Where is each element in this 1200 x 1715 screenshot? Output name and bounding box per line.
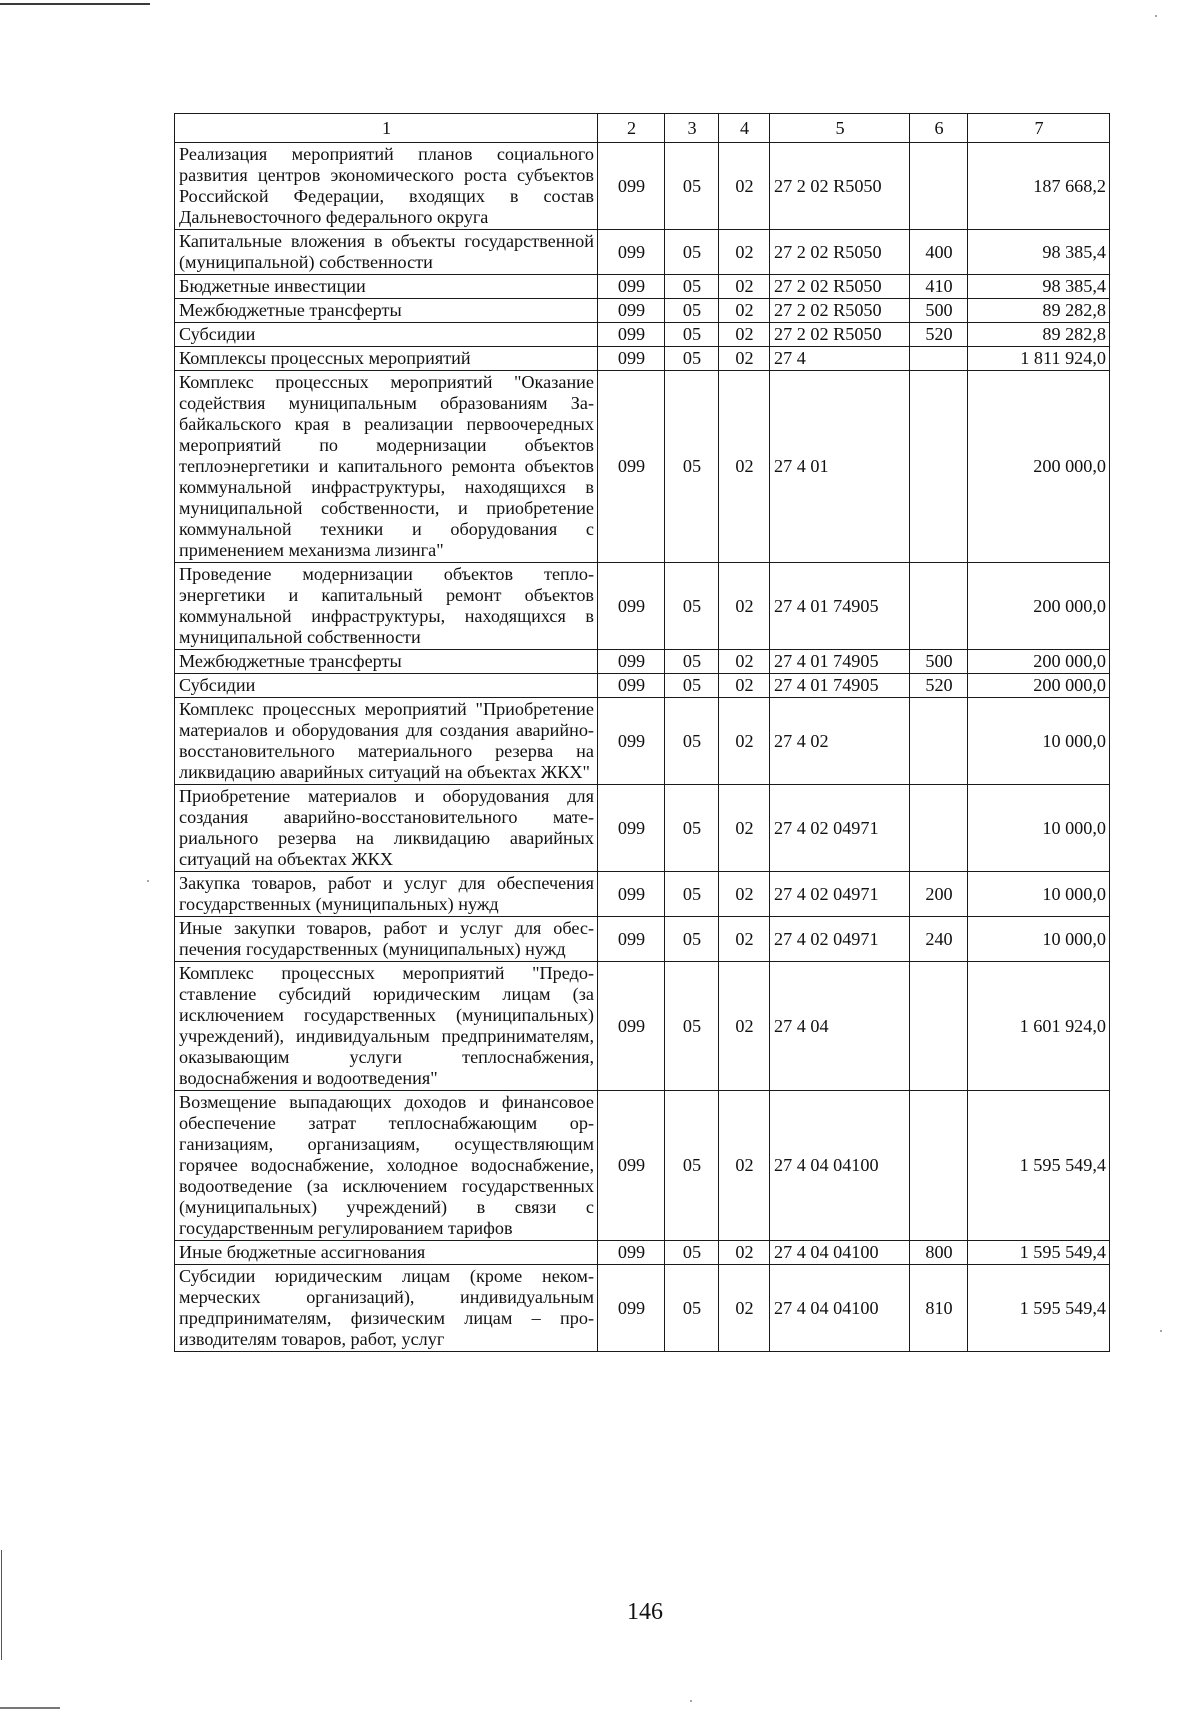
table-row [175,962,1110,1091]
admin-code-cell: 099 [598,1241,665,1265]
section-cell: 05 [665,962,719,1091]
expense-type-cell: 520 [910,323,968,347]
amount-cell: 200 000,0 [968,371,1110,563]
target-article-cell: 27 4 02 04971 [770,872,910,917]
item-name-cell: Комплекс процессных мероприятий "Оказание содействия муниципальным образованиям Забайкальского края в реализации первоочередных мероприятий по модернизации объектов теплоэнергетики и капитального ремонта объектов коммунальной инфраструктуры, находящихся в муниципальной собственности, и приобретение коммунальной техники и оборудования с применением механизма лизинга" [175,371,598,563]
header-cell-3: 3 [665,114,719,143]
header-cell-7: 7 [968,114,1110,143]
header-cell-6: 6 [910,114,968,143]
expense-type-cell: 520 [910,674,968,698]
section-cell: 05 [665,917,719,962]
item-name-cell: Комплексы процессных мероприятий [175,347,598,371]
expense-type-cell: 200 [910,872,968,917]
expense-type-cell: 800 [910,1241,968,1265]
item-name-cell: Приобретение материалов и оборудования для создания аварийно-восстановительного материального резерва на ликвидацию аварийных ситуаций на объектах ЖКХ [175,785,598,872]
target-article-cell: 27 4 01 74905 [770,650,910,674]
section-cell: 05 [665,872,719,917]
subsection-cell: 02 [719,674,770,698]
table-row [175,674,1110,698]
subsection-cell: 02 [719,371,770,563]
admin-code-cell: 099 [598,347,665,371]
section-cell: 05 [665,347,719,371]
item-name-cell: Проведение модернизации объектов теплоэнергетики и капитальный ремонт объектов коммунальной инфраструктуры, находящихся в муниципальной собственности [175,563,598,650]
expense-type-cell [910,1091,968,1241]
subsection-cell: 02 [719,650,770,674]
admin-code-cell: 099 [598,371,665,563]
item-name-cell: Закупка товаров, работ и услуг для обеспечения государственных (муниципальных) нужд [175,872,598,917]
admin-code-cell: 099 [598,563,665,650]
target-article-cell: 27 4 01 74905 [770,674,910,698]
admin-code-cell: 099 [598,230,665,275]
subsection-cell: 02 [719,785,770,872]
table-row [175,230,1110,275]
expense-type-cell [910,563,968,650]
header-cell-4: 4 [719,114,770,143]
amount-cell: 98 385,4 [968,275,1110,299]
budget-table [174,113,1110,1352]
section-cell: 05 [665,698,719,785]
item-name-cell: Иные закупки товаров, работ и услуг для обеспечения государственных (муниципальных) нужд [175,917,598,962]
amount-cell: 98 385,4 [968,230,1110,275]
section-cell: 05 [665,275,719,299]
subsection-cell: 02 [719,143,770,230]
table-row [175,299,1110,323]
expense-type-cell: 400 [910,230,968,275]
target-article-cell: 27 4 02 [770,698,910,785]
target-article-cell: 27 4 [770,347,910,371]
amount-cell: 200 000,0 [968,563,1110,650]
expense-type-cell: 810 [910,1265,968,1352]
target-article-cell: 27 4 02 04971 [770,917,910,962]
item-name-cell: Комплекс процессных мероприятий "Приобретение материалов и оборудования для создания аварийно-восстановительного материального резерва на ликвидацию аварийных ситуаций на объектах ЖКХ" [175,698,598,785]
admin-code-cell: 099 [598,323,665,347]
table-body [175,114,1110,1352]
table-row [175,650,1110,674]
amount-cell: 89 282,8 [968,323,1110,347]
header-cell-2: 2 [598,114,665,143]
header-row [175,114,1110,143]
expense-type-cell [910,962,968,1091]
item-name-cell: Бюджетные инвестиции [175,275,598,299]
table-row [175,1241,1110,1265]
expense-type-cell [910,143,968,230]
item-name-cell: Субсидии юридическим лицам (кроме некоммерческих организаций), индивидуальным предпринимателям, физическим лицам – производителям товаров, работ, услуг [175,1265,598,1352]
table-row [175,275,1110,299]
header-cell-1: 1 [175,114,598,143]
admin-code-cell: 099 [598,962,665,1091]
amount-cell: 1 601 924,0 [968,962,1110,1091]
amount-cell: 1 595 549,4 [968,1091,1110,1241]
amount-cell: 89 282,8 [968,299,1110,323]
target-article-cell: 27 2 02 R5050 [770,230,910,275]
amount-cell: 10 000,0 [968,872,1110,917]
expense-type-cell: 240 [910,917,968,962]
expense-type-cell [910,371,968,563]
subsection-cell: 02 [719,698,770,785]
admin-code-cell: 099 [598,674,665,698]
amount-cell: 10 000,0 [968,698,1110,785]
section-cell: 05 [665,1265,719,1352]
amount-cell: 200 000,0 [968,674,1110,698]
amount-cell: 1 595 549,4 [968,1265,1110,1352]
subsection-cell: 02 [719,275,770,299]
target-article-cell: 27 4 01 74905 [770,563,910,650]
table-row [175,872,1110,917]
target-article-cell: 27 4 04 [770,962,910,1091]
subsection-cell: 02 [719,1265,770,1352]
admin-code-cell: 099 [598,1091,665,1241]
subsection-cell: 02 [719,299,770,323]
subsection-cell: 02 [719,230,770,275]
subsection-cell: 02 [719,323,770,347]
target-article-cell: 27 2 02 R5050 [770,143,910,230]
admin-code-cell: 099 [598,698,665,785]
admin-code-cell: 099 [598,1265,665,1352]
admin-code-cell: 099 [598,275,665,299]
section-cell: 05 [665,323,719,347]
target-article-cell: 27 4 04 04100 [770,1265,910,1352]
target-article-cell: 27 2 02 R5050 [770,275,910,299]
item-name-cell: Иные бюджетные ассигнования [175,1241,598,1265]
admin-code-cell: 099 [598,785,665,872]
scan-speck [1160,1330,1162,1332]
table-row [175,698,1110,785]
expense-type-cell [910,347,968,371]
expense-type-cell: 410 [910,275,968,299]
table-row [175,785,1110,872]
scan-speck [147,880,149,882]
section-cell: 05 [665,563,719,650]
admin-code-cell: 099 [598,917,665,962]
expense-type-cell [910,785,968,872]
table-row [175,1265,1110,1352]
subsection-cell: 02 [719,917,770,962]
table-row [175,347,1110,371]
item-name-cell: Субсидии [175,323,598,347]
section-cell: 05 [665,1241,719,1265]
scan-edge-top [0,3,150,5]
item-name-cell: Субсидии [175,674,598,698]
section-cell: 05 [665,650,719,674]
target-article-cell: 27 4 04 04100 [770,1091,910,1241]
section-cell: 05 [665,785,719,872]
expense-type-cell [910,698,968,785]
section-cell: 05 [665,230,719,275]
subsection-cell: 02 [719,347,770,371]
table-row [175,143,1110,230]
table-row [175,563,1110,650]
amount-cell: 10 000,0 [968,917,1110,962]
section-cell: 05 [665,371,719,563]
admin-code-cell: 099 [598,299,665,323]
subsection-cell: 02 [719,962,770,1091]
target-article-cell: 27 4 01 [770,371,910,563]
admin-code-cell: 099 [598,872,665,917]
item-name-cell: Межбюджетные трансферты [175,650,598,674]
item-name-cell: Возмещение выпадающих доходов и финансовое обеспечение затрат теплоснабжающим организациям, организациям, осуществляющим горячее водоснабжение, холодное водоснабжение, водоотведение (за исключением государственных (муниципальных) учреждений) в связи с государственным регулированием тарифов [175,1091,598,1241]
target-article-cell: 27 4 04 04100 [770,1241,910,1265]
amount-cell: 187 668,2 [968,143,1110,230]
subsection-cell: 02 [719,872,770,917]
amount-cell: 200 000,0 [968,650,1110,674]
subsection-cell: 02 [719,563,770,650]
subsection-cell: 02 [719,1241,770,1265]
table-row [175,917,1110,962]
admin-code-cell: 099 [598,650,665,674]
item-name-cell: Капитальные вложения в объекты государственной (муниципальной) собственности [175,230,598,275]
scan-speck [1155,15,1157,17]
scan-edge-bottom [0,1707,60,1709]
table-row [175,1091,1110,1241]
header-cell-5: 5 [770,114,910,143]
target-article-cell: 27 4 02 04971 [770,785,910,872]
section-cell: 05 [665,674,719,698]
section-cell: 05 [665,143,719,230]
amount-cell: 1 595 549,4 [968,1241,1110,1265]
page-number: 146 [627,1599,663,1625]
subsection-cell: 02 [719,1091,770,1241]
scan-speck [690,1700,692,1702]
amount-cell: 1 811 924,0 [968,347,1110,371]
item-name-cell: Реализация мероприятий планов социального развития центров экономического роста субъектов Российской Федерации, входящих в состав Дальневосточного федерального округа [175,143,598,230]
expense-type-cell: 500 [910,299,968,323]
admin-code-cell: 099 [598,143,665,230]
amount-cell: 10 000,0 [968,785,1110,872]
table-row [175,371,1110,563]
expense-type-cell: 500 [910,650,968,674]
item-name-cell: Межбюджетные трансферты [175,299,598,323]
table-row [175,323,1110,347]
item-name-cell: Комплекс процессных мероприятий "Предоставление субсидий юридическим лицам (за исключением государственных (муниципальных) учреждений), индивидуальным предпринимателям, оказывающим услуги теплоснабжения, водоснабжения и водоотведения" [175,962,598,1091]
target-article-cell: 27 2 02 R5050 [770,323,910,347]
target-article-cell: 27 2 02 R5050 [770,299,910,323]
section-cell: 05 [665,1091,719,1241]
section-cell: 05 [665,299,719,323]
